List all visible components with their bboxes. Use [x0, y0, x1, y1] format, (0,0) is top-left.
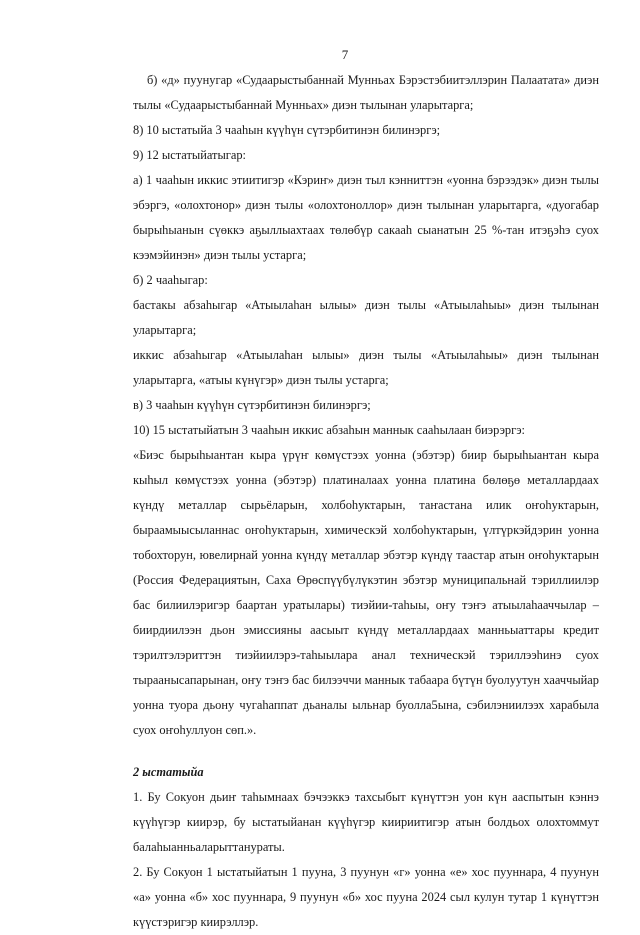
- article-heading: 2 ыстатыйа: [133, 765, 204, 779]
- paragraph-6: бастакы абзаһыгар «Атыылаһан ылыы» диэн тылы «Атыылаһыы» диэн тылынан уларытарга;: [133, 298, 599, 337]
- paragraph-5: б) 2 чааһыгар:: [133, 273, 208, 287]
- paragraph-4: а) 1 чааһын иккис этиитигэр «Кэриҥ» диэн тыл кэнниттэн «уонна бэрээдэк» диэн тылы эбэргэ, «олохтонор» диэн тылы «олохтоноллор» диэн тылынан уларытарга, «дуогабар бырыһыанын сүөккэ аҕыллыахтаах төлөбүр сакааһ сыанатын 25 %-тан итэҕэһэ суох кээмэйинэн» диэн тылы устарга;: [133, 173, 599, 262]
- article-paragraph-1: 1. Бу Сокуон дьиҥ таһымнаах бэчээккэ тахсыбыт күнүттэн уон күн ааспытын кэннэ күүһүгэр киирэр, бу ыстатыйанан күүһүгэр киириитигэр атын болдьох олохтоммут балаһыанньаларыттанураты.: [133, 790, 599, 854]
- paragraph-7: иккис абзаһыгар «Атыылаһан ылыы» диэн тылы «Атыылаһыы» диэн тылынан уларытарга, «атыы күнүгэр» диэн тылы устарга;: [133, 348, 599, 387]
- paragraph-9: 10) 15 ыстатыйатын 3 чааһын иккис абзаһын маннык сааһылаан биэрэргэ:: [133, 423, 525, 437]
- document-body: [133, 68, 599, 935]
- paragraph-1: б) «д» пуунугар «Судаарыстыбаннай Мунньах Бэрэстэбиитэллэрин Палаатата» диэн тылы «Судаарыстыбаннай Мунньах» диэн тылынан уларытарга;: [133, 73, 599, 112]
- article-paragraph-2: 2. Бу Сокуон 1 ыстатыйатын 1 пуунa, 3 пуунун «г» уонна «е» хос пууннара, 4 пуунун «а» уонна «б» хос пууннара, 9 пуунун «б» хос пууна 2024 сыл кулун тутар 1 күнүттэн күүстэригэр киирэллэр.: [133, 865, 599, 929]
- page-number: 7: [341, 47, 349, 62]
- paragraph-2: 8) 10 ыстатыйа 3 чааһын күүһүн сүтэрбитинэн билинэргэ;: [133, 123, 441, 137]
- paragraph-8: в) 3 чааһын күүһүн сүтэрбитинэн билинэргэ;: [133, 398, 371, 412]
- paragraph-3: 9) 12 ыстатыйатыгар:: [133, 148, 246, 162]
- quoted-amendment: «Биэс бырыһыантан кыра үрүҥ көмүстээх уонна (эбэтэр) биир бырыһыантан кыра кыһыл көмүстээх уонна (эбэтэр) платиналаах уонна платина бөлөҕө металлардаах күндү металлар сырьёларын, холбоһуктарын, таҥастана илик оҥоһуктарын, быраамыысыланнас оҥоһуктарын, химическэй холбоһуктарын, үлтүркэйдэрин уонна тобохторун, ювелирнай уонна күндү металлар эбэтэр күндү таастар атын оҥоһуктарын (Россия Федерациятын, Саха Өрөспүүбүлүкэтин эбэтэр муниципальнай тэриллиилэр бас билиилэригэр баартан уратылары) тиэйии-таһыы, оҥу тэҥэ атыылаһааччылар – биирдиилээн дьон эмиссияны аасыыт күндү металлардаах манньыаттары кредит тэрилтэлэриттэн тиэйиилэрэ-таһыылара анал техническэй тэриллээһинэ суох тыраанысапарынан, оҥу тэҥэ бас билээччи маннык табаара бүтүн буолуутун хааччыйар уонна туора дьону чугаһаппат дьаналы ыльнар буолла5ына, сэбилэниилээх харабыла суох оҥоһуллуон сөп.».: [133, 448, 599, 737]
- section-spacer: [133, 743, 599, 755]
